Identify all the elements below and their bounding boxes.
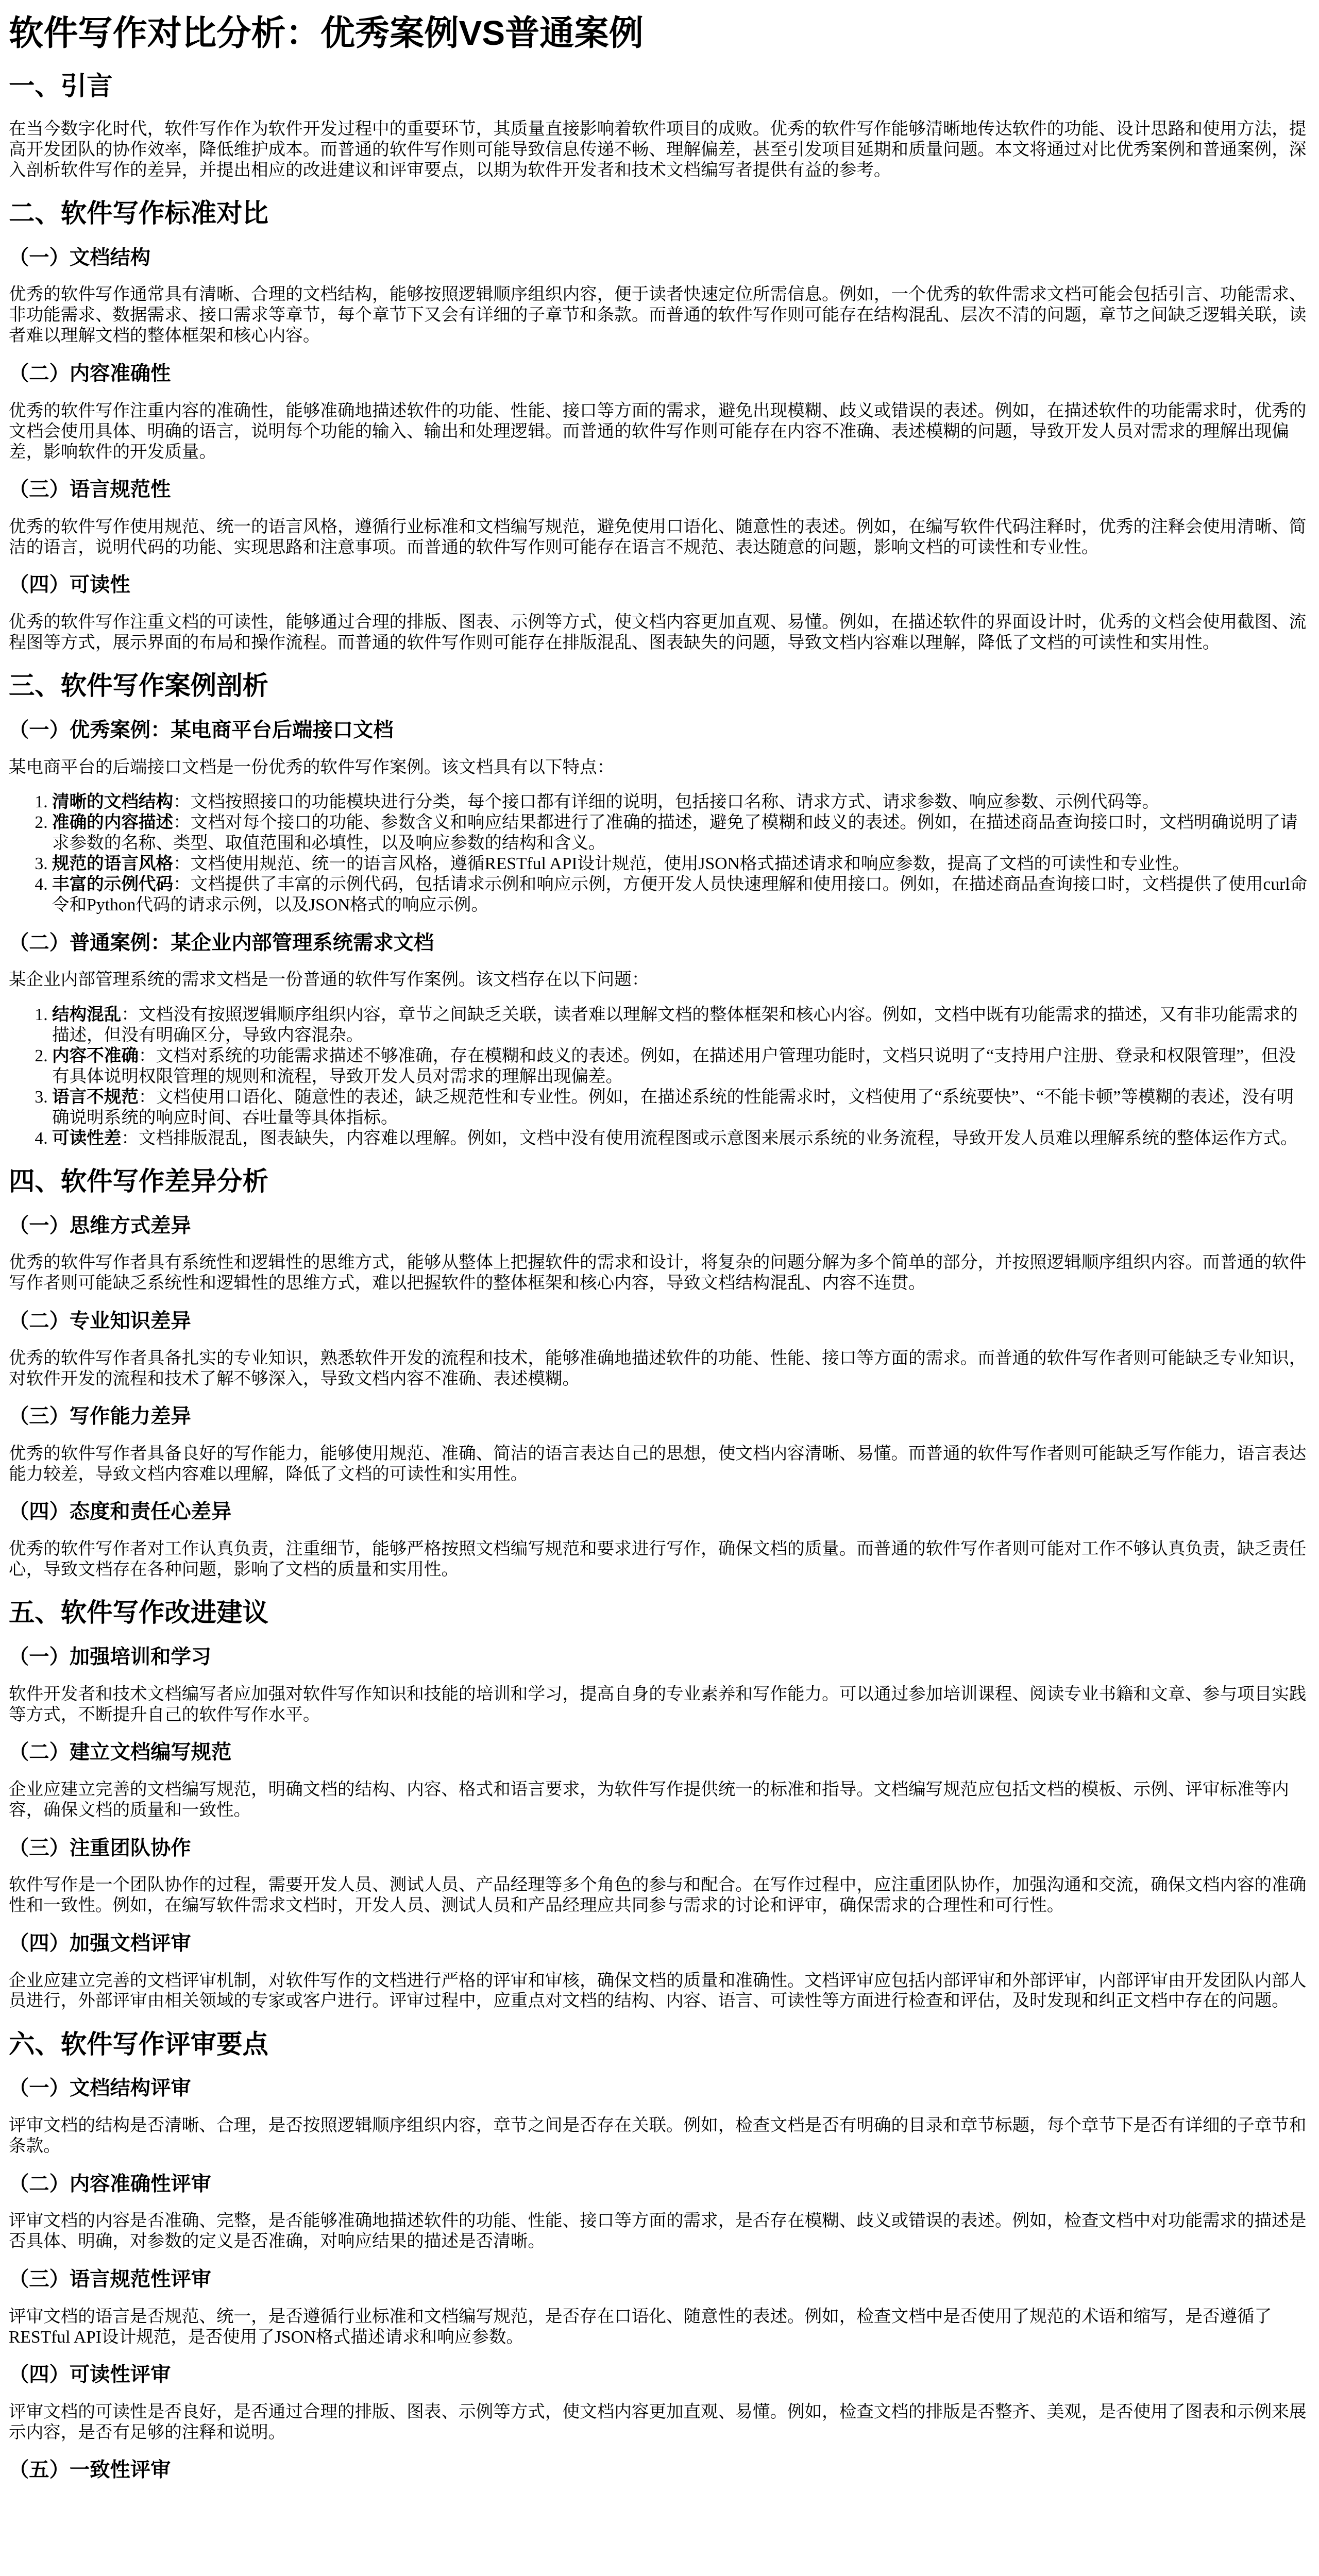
subheading: （四）可读性评审	[9, 2363, 171, 2386]
paragraph: 优秀的软件写作使用规范、统一的语言风格，遵循行业标准和文档编写规范，避免使用口语化、随意性的表述。例如，在编写软件代码注释时，优秀的注释会使用清晰、简洁的语言，说明代码的功能、实现思路和注意事项。而普通的软件写作则可能存在语言不规范、表达随意的问题，影响文档的可读性和专业性。	[9, 517, 1307, 557]
list-item-label: 准确的内容描述	[52, 813, 174, 833]
subheading: （五）一致性评审	[9, 2459, 171, 2482]
paragraph: 软件开发者和技术文档编写者应加强对软件写作知识和技能的培训和学习，提高自身的专业素养和写作能力。可以通过参加培训课程、阅读专业书籍和文章、参与项目实践等方式，不断提升自己的软件写作水平。	[9, 1684, 1307, 1724]
paragraph: 企业应建立完善的文档评审机制，对软件写作的文档进行严格的评审和审核，确保文档的质量和准确性。文档评审应包括内部评审和外部评审，内部评审由开发团队内部人员进行，外部评审由相关领域的专家或客户进行。评审过程中，应重点对文档的结构、内容、语言、可读性等方面进行检查和评估，及时发现和纠正文档中存在的问题。	[9, 1971, 1307, 2011]
subheading: （二）建立文档编写规范	[9, 1741, 232, 1764]
review-points-section	[9, 2077, 1310, 2481]
list-item-text: ：文档使用口语化、随意性的表述，缺乏规范性和专业性。例如，在描述系统的性能需求时，文档使用了“系统要快”、“不能卡顿”等模糊的表述，没有明确说明系统的响应时间、吞吐量等具体指标。	[52, 1087, 1294, 1127]
suggestions-section	[9, 1646, 1310, 2011]
list-item-label: 清晰的文档结构	[52, 792, 174, 812]
standards-section	[9, 246, 1310, 653]
list-item	[52, 792, 1310, 812]
section-heading-intro: 一、引言	[9, 71, 113, 101]
list-item-text: ：文档排版混乱，图表缺失，内容难以理解。例如，文档中没有使用流程图或示意图来展示系统的业务流程，导致开发人员难以理解系统的整体运作方式。	[121, 1128, 1298, 1148]
subheading: （一）加强培训和学习	[9, 1646, 211, 1669]
list-item	[52, 1046, 1310, 1087]
list-item-label: 丰富的示例代码	[52, 875, 174, 894]
subheading: （一）思维方式差异	[9, 1214, 191, 1237]
list-item-text: ：文档按照接口的功能模块进行分类，每个接口都有详细的说明，包括接口名称、请求方式、请求参数、响应参数、示例代码等。	[173, 792, 1160, 812]
paragraph: 优秀的软件写作通常具有清晰、合理的文档结构，能够按照逻辑顺序组织内容，便于读者快速定位所需信息。例如，一个优秀的软件需求文档可能会包括引言、功能需求、非功能需求、数据需求、接口需求等章节，每个章节下又会有详细的子章节和条款。而普通的软件写作则可能存在结构混乱、层次不清的问题，章节之间缺乏逻辑关联，读者难以理解文档的整体框架和核心内容。	[9, 285, 1307, 346]
subheading: （三）写作能力差异	[9, 1405, 191, 1428]
good-case-list	[9, 792, 1310, 916]
paragraph: 评审文档的语言是否规范、统一，是否遵循行业标准和文档编写规范，是否存在口语化、随意性的表述。例如，检查文档中是否使用了规范的术语和缩写，是否遵循了RESTful API设计规范，是否使用了JSON格式描述请求和响应参数。	[9, 2307, 1272, 2347]
list-item	[52, 874, 1310, 916]
section-heading-review-points: 六、软件写作评审要点	[9, 2029, 268, 2059]
subheading-normal-case: （二）普通案例：某企业内部管理系统需求文档	[9, 931, 434, 954]
paragraph: 优秀的软件写作者对工作认真负责，注重细节，能够严格按照文档编写规范和要求进行写作，确保文档的质量。而普通的软件写作者则可能对工作不够认真负责，缺乏责任心，导致文档存在各种问题，影响了文档的质量和实用性。	[9, 1539, 1307, 1580]
paragraph: 优秀的软件写作注重文档的可读性，能够通过合理的排版、图表、示例等方式，使文档内容更加直观、易懂。例如，在描述软件的界面设计时，优秀的文档会使用截图、流程图等方式，展示界面的布局和操作流程。而普通的软件写作则可能存在排版混乱、图表缺失的问题，导致文档内容难以理解，降低了文档的可读性和实用性。	[9, 613, 1307, 653]
subheading: （二）内容准确性评审	[9, 2172, 211, 2195]
differences-section	[9, 1214, 1310, 1580]
list-item	[52, 1087, 1310, 1128]
list-item-label: 语言不规范	[52, 1087, 139, 1107]
paragraph: 评审文档的可读性是否良好，是否通过合理的排版、图表、示例等方式，使文档内容更加直观、易懂。例如，检查文档的排版是否整齐、美观，是否使用了图表和示例来展示内容，是否有足够的注释和说明。	[9, 2402, 1307, 2442]
section-heading-differences: 四、软件写作差异分析	[9, 1166, 268, 1196]
list-item-text: ：文档对系统的功能需求描述不够准确，存在模糊和歧义的表述。例如，在描述用户管理功能时，文档只说明了“支持用户注册、登录和权限管理”，但没有具体说明权限管理的规则和流程，导致开发人员对需求的理解出现偏差。	[52, 1046, 1296, 1086]
subheading: （一）文档结构	[9, 246, 151, 269]
normal-case-list	[9, 1005, 1310, 1149]
subheading-good-case: （一）优秀案例：某电商平台后端接口文档	[9, 719, 394, 742]
subheading: （三）注重团队协作	[9, 1836, 191, 1859]
list-item-label: 规范的语言风格	[52, 854, 174, 874]
section-heading-standards: 二、软件写作标准对比	[9, 198, 268, 228]
section-heading-suggestions: 五、软件写作改进建议	[9, 1598, 268, 1628]
subheading: （三）语言规范性评审	[9, 2267, 211, 2291]
list-item-label: 内容不准确	[52, 1046, 139, 1065]
list-item-label: 可读性差	[52, 1128, 122, 1148]
subheading: （四）可读性	[9, 573, 130, 597]
list-item	[52, 812, 1310, 854]
subheading: （四）加强文档评审	[9, 1931, 191, 1955]
list-item-text: ：文档对每个接口的功能、参数含义和响应结果都进行了准确的描述，避免了模糊和歧义的表述。例如，在描述商品查询接口时，文档明确说明了请求参数的名称、类型、取值范围和必填性，以及响应参数的结构和含义。	[52, 813, 1298, 853]
list-item	[52, 854, 1310, 874]
subheading: （二）专业知识差异	[9, 1309, 191, 1332]
list-item	[52, 1128, 1310, 1149]
subheading: （二）内容准确性	[9, 362, 171, 385]
paragraph: 评审文档的结构是否清晰、合理，是否按照逻辑顺序组织内容，章节之间是否存在关联。例如，检查文档是否有明确的目录和章节标题，每个章节下是否有详细的子章节和条款。	[9, 2116, 1307, 2156]
paragraph: 优秀的软件写作者具有系统性和逻辑性的思维方式，能够从整体上把握软件的需求和设计，将复杂的问题分解为多个简单的部分，并按照逻辑顺序组织内容。而普通的软件写作者则可能缺乏系统性和逻辑性的思维方式，难以把握软件的整体框架和核心内容，导致文档结构混乱、内容不连贯。	[9, 1253, 1307, 1293]
paragraph: 优秀的软件写作者具备扎实的专业知识，熟悉软件开发的流程和技术，能够准确地描述软件的功能、性能、接口等方面的需求。而普通的软件写作者则可能缺乏专业知识，对软件开发的流程和技术了解不够深入，导致文档内容不准确、表述模糊。	[9, 1348, 1307, 1388]
paragraph: 软件写作是一个团队协作的过程，需要开发人员、测试人员、产品经理等多个角色的参与和配合。在写作过程中，应注重团队协作，加强沟通和交流，确保文档内容的准确性和一致性。例如，在编写软件需求文档时，开发人员、测试人员和产品经理应共同参与需求的讨论和评审，确保需求的合理性和可行性。	[9, 1875, 1307, 1916]
paragraph: 优秀的软件写作注重内容的准确性，能够准确地描述软件的功能、性能、接口等方面的需求，避免出现模糊、歧义或错误的表述。例如，在描述软件的功能需求时，优秀的文档会使用具体、明确的语言，说明每个功能的输入、输出和处理逻辑。而普通的软件写作则可能存在内容不准确、表述模糊的问题，导致开发人员对需求的理解出现偏差，影响软件的开发质量。	[9, 401, 1307, 462]
paragraph: 企业应建立完善的文档编写规范，明确文档的结构、内容、格式和语言要求，为软件写作提供统一的标准和指导。文档编写规范应包括文档的模板、示例、评审标准等内容，确保文档的质量和一致性。	[9, 1780, 1289, 1820]
list-item-text: ：文档提供了丰富的示例代码，包括请求示例和响应示例，方便开发人员快速理解和使用接口。例如，在描述商品查询接口时，文档提供了使用curl命令和Python代码的请求示例，以及JSON格式的响应示例。	[52, 875, 1308, 915]
paragraph: 优秀的软件写作者具备良好的写作能力，能够使用规范、准确、简洁的语言表达自己的思想，使文档内容清晰、易懂。而普通的软件写作者则可能缺乏写作能力，语言表达能力较差，导致文档内容难以理解，降低了文档的可读性和实用性。	[9, 1444, 1307, 1484]
list-item-label: 结构混乱	[52, 1005, 122, 1024]
subheading: （四）态度和责任心差异	[9, 1500, 232, 1523]
paragraph: 某企业内部管理系统的需求文档是一份普通的软件写作案例。该文档存在以下问题：	[9, 970, 649, 990]
section-heading-cases: 三、软件写作案例剖析	[9, 671, 268, 701]
paragraph: 某电商平台的后端接口文档是一份优秀的软件写作案例。该文档具有以下特点：	[9, 757, 615, 777]
cases-section	[9, 719, 1310, 1149]
subheading: （三）语言规范性	[9, 478, 171, 501]
intro-paragraph: 在当今数字化时代，软件写作作为软件开发过程中的重要环节，其质量直接影响着软件项目的成败。优秀的软件写作能够清晰地传达软件的功能、设计思路和使用方法，提高开发团队的协作效率，降低维护成本。而普通的软件写作则可能导致信息传递不畅、理解偏差，甚至引发项目延期和质量问题。本文将通过对比优秀案例和普通案例，深入剖析软件写作的差异，并提出相应的改进建议和评审要点，以期为软件开发者和技术文档编写者提供有益的参考。	[9, 119, 1307, 180]
paragraph: 评审文档的内容是否准确、完整，是否能够准确地描述软件的功能、性能、接口等方面的需求，是否存在模糊、歧义或错误的表述。例如，检查文档中对功能需求的描述是否具体、明确，对参数的定义是否准确，对响应结果的描述是否清晰。	[9, 2211, 1307, 2251]
subheading: （一）文档结构评审	[9, 2077, 191, 2100]
page-title: 软件写作对比分析：优秀案例VS普通案例	[9, 13, 644, 53]
list-item-text: ：文档没有按照逻辑顺序组织内容，章节之间缺乏关联，读者难以理解文档的整体框架和核心内容。例如，文档中既有功能需求的描述，又有非功能需求的描述，但没有明确区分，导致内容混杂。	[52, 1005, 1298, 1045]
list-item	[52, 1005, 1310, 1046]
list-item-text: ：文档使用规范、统一的语言风格，遵循RESTful API设计规范，使用JSON格式描述请求和响应参数，提高了文档的可读性和专业性。	[173, 854, 1190, 874]
